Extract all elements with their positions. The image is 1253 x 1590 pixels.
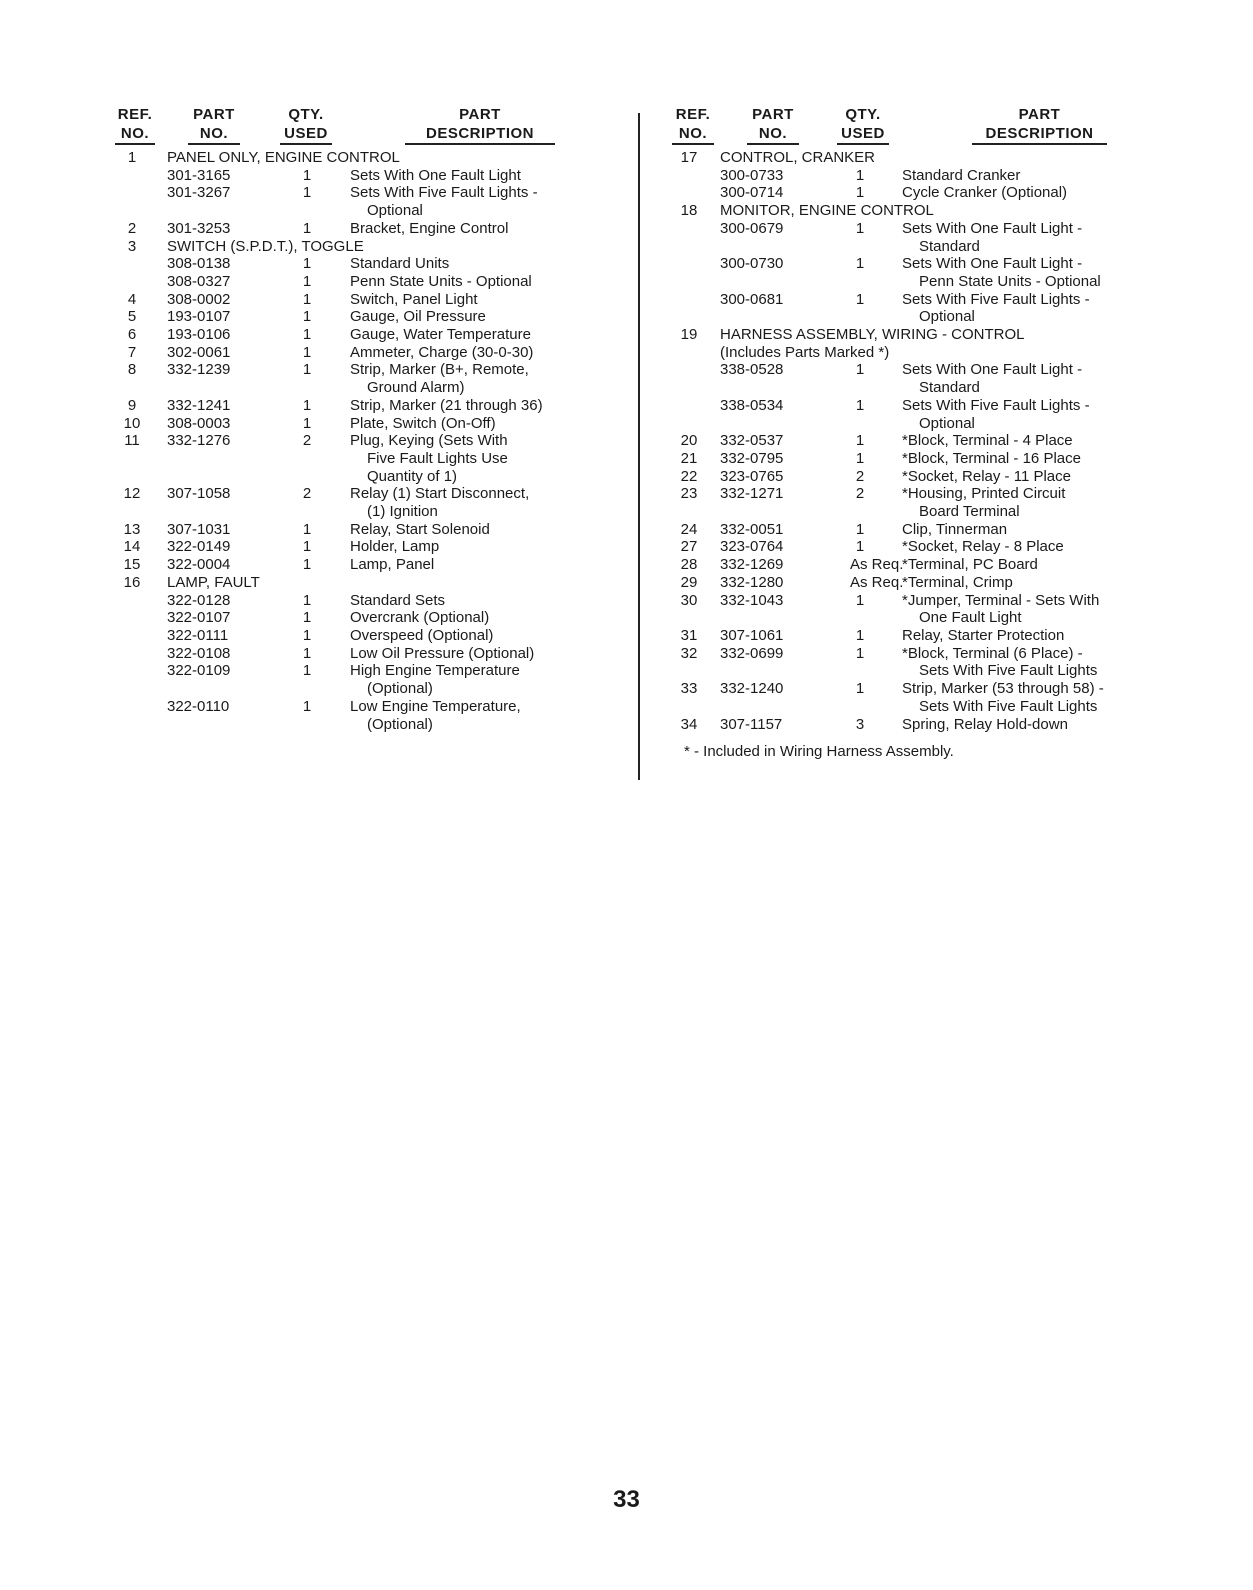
- part-description: [902, 450, 1172, 468]
- parts-row: [115, 592, 625, 610]
- quantity-used: 1: [855, 219, 865, 237]
- parts-row: [672, 220, 1172, 255]
- part-description: [350, 308, 625, 326]
- part-description: [720, 326, 1172, 361]
- part-description: [350, 220, 625, 238]
- part-number: 308-0002: [167, 290, 231, 308]
- quantity-used: 1: [302, 644, 312, 662]
- part-number: 332-1280: [720, 573, 784, 591]
- parts-row: [115, 397, 625, 415]
- quantity-used: 1: [855, 396, 865, 414]
- parts-row: [115, 645, 625, 663]
- ref-number: 8: [127, 361, 137, 379]
- quantity-used: 1: [302, 361, 312, 379]
- part-description: [350, 397, 625, 415]
- parts-row: [115, 273, 625, 291]
- ref-number: 16: [123, 573, 141, 591]
- part-description: [902, 291, 1172, 326]
- part-number: 323-0765: [720, 467, 784, 485]
- description-line: SWITCH (S.P.D.T.), TOGGLE: [167, 237, 364, 255]
- description-line: Relay, Start Solenoid: [350, 520, 490, 538]
- ref-number: 14: [123, 538, 141, 556]
- parts-row: [115, 238, 625, 256]
- description-line: Relay, Starter Protection: [902, 626, 1065, 644]
- description-line: Optional: [367, 202, 423, 220]
- left-parts-list: [115, 149, 625, 733]
- quantity-used: 1: [302, 556, 312, 574]
- column-divider: [638, 113, 640, 780]
- description-line: *Housing, Printed Circuit: [902, 485, 1066, 503]
- quantity-used: 1: [302, 272, 312, 290]
- parts-row: [672, 485, 1172, 520]
- parts-row: [115, 485, 625, 520]
- description-line: Sets With One Fault Light -: [902, 361, 1083, 379]
- description-line: Bracket, Engine Control: [350, 219, 509, 237]
- part-number: 300-0681: [720, 290, 784, 308]
- part-number: 322-0109: [167, 662, 231, 680]
- description-line: Plug, Keying (Sets With: [350, 432, 508, 450]
- parts-row: [115, 184, 625, 219]
- ref-number: 17: [680, 149, 698, 166]
- description-line: Sets With Five Fault Lights -: [902, 290, 1090, 308]
- part-number: 301-3253: [167, 219, 231, 237]
- description-line: *Block, Terminal (6 Place) -: [902, 644, 1083, 662]
- description-line: Penn State Units - Optional: [919, 272, 1101, 290]
- ref-number: 29: [680, 573, 698, 591]
- description-line: (Optional): [367, 715, 433, 733]
- description-line: Sets With One Fault Light -: [902, 255, 1083, 273]
- left-column-header: [115, 105, 625, 149]
- part-description: [350, 538, 625, 556]
- description-line: Penn State Units - Optional: [350, 272, 532, 290]
- part-description: [350, 255, 625, 273]
- description-line: Switch, Panel Light: [350, 290, 478, 308]
- parts-row: [115, 326, 625, 344]
- right-column-header: [672, 105, 1172, 149]
- ref-number: 20: [680, 432, 698, 450]
- description-line: Sets With One Fault Light: [350, 166, 521, 184]
- ref-number: 24: [680, 520, 698, 538]
- quantity-used: 1: [302, 343, 312, 361]
- quantity-used: 1: [302, 396, 312, 414]
- ref-number: 23: [680, 485, 698, 503]
- description-line: Holder, Lamp: [350, 538, 440, 556]
- ref-number: 6: [127, 326, 137, 344]
- part-number: 322-0128: [167, 591, 231, 609]
- parts-row: [115, 255, 625, 273]
- part-description: [902, 556, 1172, 574]
- part-number: 308-0138: [167, 255, 231, 273]
- part-number: 322-0107: [167, 609, 231, 627]
- description-line: Strip, Marker (21 through 36): [350, 396, 543, 414]
- description-line: Sets With One Fault Light -: [902, 219, 1083, 237]
- part-number: 332-1240: [720, 680, 784, 698]
- part-description: [350, 592, 625, 610]
- ref-number: 21: [680, 449, 698, 467]
- part-description: [350, 291, 625, 309]
- part-number: 332-0795: [720, 449, 784, 467]
- description-line: Overcrank (Optional): [350, 609, 490, 627]
- ref-number: 7: [127, 343, 137, 361]
- description-line: (Includes Parts Marked *): [720, 343, 890, 361]
- part-number: 322-0108: [167, 644, 231, 662]
- description-line: Gauge, Water Temperature: [350, 326, 531, 344]
- ref-number: 31: [680, 626, 698, 644]
- parts-row: [115, 361, 625, 396]
- ref-no-header: REF. NO.: [672, 105, 714, 145]
- description-line: *Terminal, PC Board: [902, 556, 1038, 574]
- part-description: [902, 397, 1172, 432]
- description-line: Lamp, Panel: [350, 556, 435, 574]
- parts-row: [672, 255, 1172, 290]
- quantity-used: 3: [855, 715, 865, 733]
- parts-row: [115, 556, 625, 574]
- part-description: [350, 361, 625, 396]
- quantity-used: 1: [302, 166, 312, 184]
- part-number: 307-1157: [720, 715, 783, 733]
- part-description: [350, 344, 625, 362]
- parts-row: [115, 415, 625, 433]
- description-line: High Engine Temperature: [350, 662, 520, 680]
- part-number: 332-1043: [720, 591, 784, 609]
- description-line: Standard Cranker: [902, 166, 1021, 184]
- part-description: [902, 627, 1172, 645]
- part-description: [902, 645, 1172, 680]
- part-number: 332-1271: [720, 485, 784, 503]
- description-line: Standard Sets: [350, 591, 446, 609]
- quantity-used: 1: [855, 644, 865, 662]
- part-description: [902, 361, 1172, 396]
- quantity-used: 1: [855, 626, 865, 644]
- part-description: [350, 627, 625, 645]
- quantity-used: 1: [855, 166, 865, 184]
- parts-row: [115, 432, 625, 485]
- qty-used-header: QTY. USED: [280, 105, 332, 145]
- part-description: [902, 592, 1172, 627]
- part-description: [350, 415, 625, 433]
- parts-row: [672, 361, 1172, 396]
- description-line: LAMP, FAULT: [167, 573, 260, 591]
- part-number: 300-0730: [720, 255, 784, 273]
- description-line: Gauge, Oil Pressure: [350, 308, 486, 326]
- part-number: 322-0004: [167, 556, 231, 574]
- part-description: [902, 680, 1172, 715]
- ref-number: 10: [123, 414, 141, 432]
- ref-number: 12: [123, 485, 141, 503]
- quantity-used: 1: [855, 520, 865, 538]
- description-line: Five Fault Lights Use: [367, 449, 508, 467]
- part-number: 300-0714: [720, 184, 784, 202]
- parts-row: [672, 592, 1172, 627]
- part-number: 193-0106: [167, 326, 231, 344]
- part-number: 301-3165: [167, 166, 231, 184]
- quantity-used: As Req.: [850, 573, 904, 591]
- parts-row: [672, 627, 1172, 645]
- part-description: [902, 538, 1172, 556]
- parts-row: [115, 574, 625, 592]
- description-line: Board Terminal: [919, 503, 1020, 521]
- ref-number: 2: [127, 219, 137, 237]
- description-line: HARNESS ASSEMBLY, WIRING - CONTROL: [720, 326, 1025, 344]
- ref-number: 34: [680, 715, 698, 733]
- ref-number: 22: [680, 467, 698, 485]
- part-number: 300-0679: [720, 219, 784, 237]
- quantity-used: 1: [855, 432, 865, 450]
- description-line: *Socket, Relay - 11 Place: [902, 467, 1071, 485]
- part-description: [350, 556, 625, 574]
- part-description: [350, 273, 625, 291]
- part-no-header: PART NO.: [747, 105, 799, 145]
- part-number: 322-0149: [167, 538, 231, 556]
- parts-row: [115, 291, 625, 309]
- quantity-used: 2: [855, 467, 865, 485]
- quantity-used: 1: [302, 308, 312, 326]
- ref-number: 13: [123, 520, 141, 538]
- ref-number: 9: [127, 396, 137, 414]
- part-description-header: PART DESCRIPTION: [405, 105, 555, 145]
- description-line: *Jumper, Terminal - Sets With: [902, 591, 1100, 609]
- part-number: 300-0733: [720, 166, 784, 184]
- description-line: Ground Alarm): [367, 379, 465, 397]
- quantity-used: 1: [855, 680, 865, 698]
- ref-number: 3: [127, 237, 137, 255]
- parts-row: [115, 698, 625, 733]
- description-line: Standard: [919, 237, 980, 255]
- part-description: [902, 220, 1172, 255]
- description-line: (Optional): [367, 680, 433, 698]
- ref-number: 32: [680, 644, 698, 662]
- part-number: 332-0051: [720, 520, 784, 538]
- part-number: 338-0534: [720, 396, 784, 414]
- part-description: [902, 255, 1172, 290]
- ref-number: 30: [680, 591, 698, 609]
- part-description: [350, 521, 625, 539]
- part-number: 302-0061: [167, 343, 231, 361]
- parts-row: [115, 344, 625, 362]
- part-description: [720, 149, 1172, 167]
- parts-row: [115, 521, 625, 539]
- quantity-used: 1: [855, 449, 865, 467]
- parts-row: [672, 468, 1172, 486]
- quantity-used: 1: [302, 538, 312, 556]
- description-line: Optional: [919, 414, 975, 432]
- part-number: 322-0111: [167, 626, 229, 644]
- parts-row: [672, 680, 1172, 715]
- quantity-used: 1: [855, 591, 865, 609]
- description-line: Sets With Five Fault Lights: [919, 697, 1098, 715]
- part-description: [350, 432, 625, 485]
- part-description: [720, 202, 1172, 220]
- footnote: * - Included in Wiring Harness Assembly.: [684, 743, 954, 761]
- description-line: PANEL ONLY, ENGINE CONTROL: [167, 149, 400, 166]
- description-line: Sets With Five Fault Lights -: [902, 396, 1090, 414]
- quantity-used: 1: [302, 219, 312, 237]
- description-line: Sets With Five Fault Lights: [919, 662, 1098, 680]
- part-number: 322-0110: [167, 697, 230, 715]
- part-number: 332-1276: [167, 432, 231, 450]
- parts-row: [672, 167, 1172, 185]
- part-number: 332-0699: [720, 644, 784, 662]
- description-line: *Block, Terminal - 16 Place: [902, 449, 1081, 467]
- part-number: 332-1239: [167, 361, 231, 379]
- parts-row: [672, 326, 1172, 361]
- quantity-used: 1: [855, 290, 865, 308]
- quantity-used: 1: [855, 538, 865, 556]
- quantity-used: 1: [855, 361, 865, 379]
- right-parts-column: [672, 105, 1172, 760]
- part-number: 307-1058: [167, 485, 231, 503]
- ref-number: 18: [680, 202, 698, 220]
- left-parts-column: [115, 105, 625, 733]
- part-number: 307-1031: [167, 520, 231, 538]
- quantity-used: 1: [302, 520, 312, 538]
- quantity-used: 1: [302, 184, 312, 202]
- part-description: [350, 184, 625, 219]
- description-line: Optional: [919, 308, 975, 326]
- part-description: [902, 184, 1172, 202]
- part-description: [350, 645, 625, 663]
- part-description: [350, 609, 625, 627]
- quantity-used: 1: [302, 609, 312, 627]
- ref-number: 33: [680, 680, 698, 698]
- ref-number: 11: [124, 432, 140, 450]
- part-number: 323-0764: [720, 538, 784, 556]
- part-description: [350, 485, 625, 520]
- description-line: Low Oil Pressure (Optional): [350, 644, 535, 662]
- ref-no-header: REF. NO.: [115, 105, 155, 145]
- right-parts-list: [672, 149, 1172, 733]
- description-line: Strip, Marker (53 through 58) -: [902, 680, 1104, 698]
- parts-row: [672, 397, 1172, 432]
- description-line: Cycle Cranker (Optional): [902, 184, 1068, 202]
- description-line: Ammeter, Charge (30-0-30): [350, 343, 534, 361]
- ref-number: 19: [680, 326, 698, 344]
- parts-row: [672, 291, 1172, 326]
- description-line: Clip, Tinnerman: [902, 520, 1008, 538]
- parts-row: [115, 149, 625, 167]
- description-line: Overspeed (Optional): [350, 626, 494, 644]
- part-number: 193-0107: [167, 308, 231, 326]
- parts-row: [115, 609, 625, 627]
- part-number: 332-1269: [720, 556, 784, 574]
- part-no-header: PART NO.: [188, 105, 240, 145]
- description-line: Spring, Relay Hold-down: [902, 715, 1068, 733]
- part-description: [350, 167, 625, 185]
- quantity-used: 1: [302, 255, 312, 273]
- part-description: [167, 149, 625, 167]
- description-line: CONTROL, CRANKER: [720, 149, 876, 166]
- part-number: 338-0528: [720, 361, 784, 379]
- part-number: 308-0327: [167, 272, 231, 290]
- parts-row: [672, 202, 1172, 220]
- parts-row: [672, 450, 1172, 468]
- description-line: One Fault Light: [919, 609, 1022, 627]
- parts-row: [115, 308, 625, 326]
- part-description-header: PART DESCRIPTION: [972, 105, 1107, 145]
- description-line: MONITOR, ENGINE CONTROL: [720, 202, 934, 220]
- description-line: *Terminal, Crimp: [902, 573, 1013, 591]
- description-line: Strip, Marker (B+, Remote,: [350, 361, 529, 379]
- parts-row: [672, 149, 1172, 167]
- description-line: *Socket, Relay - 8 Place: [902, 538, 1064, 556]
- part-number: 308-0003: [167, 414, 231, 432]
- part-number: 307-1061: [720, 626, 784, 644]
- ref-number: 15: [123, 556, 141, 574]
- quantity-used: 1: [302, 414, 312, 432]
- quantity-used: 2: [302, 432, 312, 450]
- ref-number: 4: [127, 290, 137, 308]
- parts-row: [672, 538, 1172, 556]
- quantity-used: 1: [302, 290, 312, 308]
- quantity-used: 1: [302, 662, 312, 680]
- parts-row: [672, 574, 1172, 592]
- parts-row: [672, 432, 1172, 450]
- part-description: [902, 468, 1172, 486]
- page-number: 33: [613, 1486, 640, 1513]
- description-line: Standard Units: [350, 255, 450, 273]
- description-line: Low Engine Temperature,: [350, 697, 521, 715]
- description-line: Quantity of 1): [367, 467, 458, 485]
- parts-row: [672, 716, 1172, 734]
- description-line: Standard: [919, 379, 980, 397]
- part-description: [902, 521, 1172, 539]
- quantity-used: 1: [855, 184, 865, 202]
- quantity-used: 1: [302, 326, 312, 344]
- parts-row: [672, 645, 1172, 680]
- qty-used-header: QTY. USED: [837, 105, 889, 145]
- part-number: 332-1241: [167, 396, 231, 414]
- part-description: [167, 238, 625, 256]
- part-description: [350, 326, 625, 344]
- parts-row: [115, 538, 625, 556]
- quantity-used: 1: [855, 255, 865, 273]
- quantity-used: 2: [302, 485, 312, 503]
- part-description: [902, 167, 1172, 185]
- description-line: *Block, Terminal - 4 Place: [902, 432, 1073, 450]
- parts-row: [672, 521, 1172, 539]
- quantity-used: 1: [302, 697, 312, 715]
- part-description: [902, 574, 1172, 592]
- parts-row: [115, 627, 625, 645]
- parts-row: [115, 167, 625, 185]
- description-line: Relay (1) Start Disconnect,: [350, 485, 530, 503]
- ref-number: 5: [127, 308, 137, 326]
- part-description: [350, 698, 625, 733]
- ref-number: 1: [127, 149, 137, 166]
- description-line: Plate, Switch (On-Off): [350, 414, 496, 432]
- parts-row: [672, 556, 1172, 574]
- description-line: (1) Ignition: [367, 503, 438, 521]
- quantity-used: 1: [302, 591, 312, 609]
- ref-number: 28: [680, 556, 698, 574]
- parts-row: [672, 184, 1172, 202]
- ref-number: 27: [680, 538, 698, 556]
- quantity-used: As Req.: [850, 556, 904, 574]
- description-line: Sets With Five Fault Lights -: [350, 184, 538, 202]
- part-number: 301-3267: [167, 184, 231, 202]
- part-description: [350, 662, 625, 697]
- part-description: [167, 574, 625, 592]
- part-description: [902, 485, 1172, 520]
- quantity-used: 1: [302, 626, 312, 644]
- part-description: [902, 432, 1172, 450]
- parts-row: [115, 220, 625, 238]
- part-description: [902, 716, 1172, 734]
- quantity-used: 2: [855, 485, 865, 503]
- parts-row: [115, 662, 625, 697]
- part-number: 332-0537: [720, 432, 784, 450]
